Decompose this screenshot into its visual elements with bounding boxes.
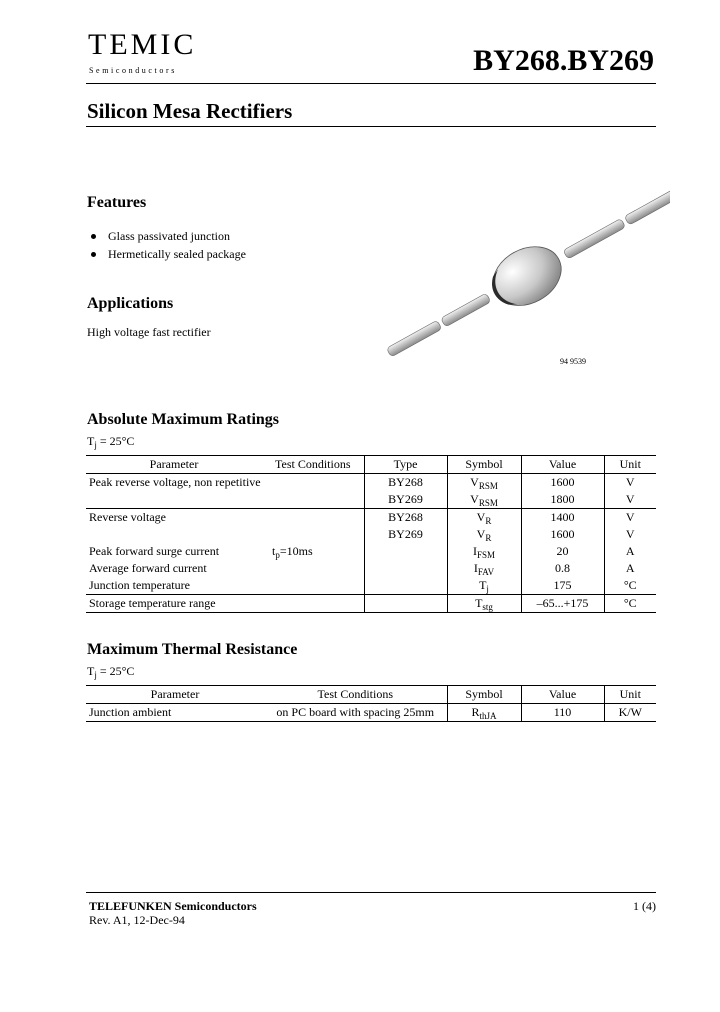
type-cell (364, 577, 447, 595)
feature-item: Glass passivated junction (108, 229, 230, 243)
table-row (86, 526, 656, 543)
column-header: Parameter (86, 686, 264, 704)
table-header-row (86, 456, 656, 474)
column-header: Symbol (447, 686, 521, 704)
bullet-icon (91, 234, 96, 239)
abs-max-condition: $T_j = 25^\circ C$ (87, 434, 135, 450)
table-row (86, 577, 656, 595)
thermal-table (86, 685, 656, 722)
test-cell (262, 474, 364, 492)
symbol-cell: $T_{stg}$ (447, 595, 521, 613)
applications-heading: Applications (87, 295, 174, 312)
value-cell: –65...+175 (521, 595, 604, 613)
symbol-cell: $T_j$ (447, 577, 521, 595)
type-cell: BY269 (364, 491, 447, 509)
lead-segment (386, 320, 442, 357)
symbol-cell: $V_{RSM}$ (447, 491, 521, 509)
column-header: Type (364, 456, 447, 474)
table-row (86, 704, 656, 722)
table-row (86, 474, 656, 492)
column-header: Value (521, 686, 604, 704)
column-header: Test Conditions (262, 456, 364, 474)
footer-rule (86, 892, 656, 893)
brand-logo: TEMIC (88, 28, 197, 61)
value-cell: 1400 (521, 509, 604, 527)
abs-max-table (86, 455, 656, 613)
column-header: Unit (604, 686, 656, 704)
brand-subtitle: Semiconductors (89, 66, 177, 75)
unit-cell: V (604, 526, 656, 543)
title-rule (86, 126, 656, 127)
symbol-cell: $V_R$ (447, 509, 521, 527)
part-number: BY268.BY269 (473, 44, 654, 77)
parameter-cell (86, 526, 262, 543)
symbol-cell: $R_{thJA}$ (447, 704, 521, 722)
column-header: Unit (604, 456, 656, 474)
type-cell: BY268 (364, 509, 447, 527)
lead-segment (563, 218, 626, 259)
feature-item: Hermetically sealed package (108, 247, 246, 261)
unit-cell: K/W (604, 704, 656, 722)
diode-package-image (380, 190, 670, 370)
symbol-cell: $I_{FSM}$ (447, 543, 521, 560)
table-header-row (86, 686, 656, 704)
lead-segment (624, 190, 670, 225)
table-row (86, 509, 656, 527)
parameter-cell: Storage temperature range (86, 595, 262, 613)
symbol-cell: $I_{FAV}$ (447, 560, 521, 577)
abs-max-heading: Absolute Maximum Ratings (87, 411, 280, 428)
test-cell (262, 509, 364, 527)
parameter-cell: Junction ambient (86, 704, 264, 722)
test-cell: on PC board with spacing 25mm (264, 704, 447, 722)
type-cell: BY268 (364, 474, 447, 492)
header-rule (86, 83, 656, 84)
table-row (86, 595, 656, 613)
page-number: 1 (4) (633, 899, 656, 913)
footer-revision: Rev. A1, 12-Dec-94 (89, 913, 185, 927)
unit-cell: A (604, 560, 656, 577)
applications-text: High voltage fast rectifier (87, 325, 211, 339)
parameter-cell: Reverse voltage (89, 510, 166, 524)
unit-cell: V (604, 509, 656, 527)
test-cell (262, 526, 364, 543)
value-cell: 1600 (521, 474, 604, 492)
value-cell: 175 (521, 577, 604, 595)
value-cell: 1600 (521, 526, 604, 543)
unit-cell: °C (604, 595, 656, 613)
unit-cell: A (604, 543, 656, 560)
value-cell: 1800 (521, 491, 604, 509)
parameter-cell: Junction temperature (86, 577, 262, 595)
figure-caption: 94 9539 (560, 357, 586, 366)
unit-cell: V (604, 474, 656, 492)
test-cell: $t_p=10ms$ (272, 544, 313, 560)
diode-body (482, 235, 571, 317)
thermal-condition: $T_j = 25^\circ C$ (87, 664, 135, 680)
column-header: Parameter (86, 456, 262, 474)
type-cell (364, 595, 447, 613)
value-cell: 20 (521, 543, 604, 560)
thermal-heading: Maximum Thermal Resistance (87, 641, 298, 658)
parameter-cell: Peak forward surge current (89, 544, 220, 558)
table-row (86, 491, 656, 509)
table-row (86, 560, 656, 577)
parameter-cell: Peak reverse voltage, non repetitive (89, 475, 261, 489)
symbol-cell: $V_R$ (447, 526, 521, 543)
test-cell (262, 560, 364, 577)
page-title: Silicon Mesa Rectifiers (87, 99, 293, 123)
test-cell (262, 491, 364, 509)
table-row (86, 543, 656, 560)
type-cell (364, 560, 447, 577)
test-cell (262, 595, 364, 613)
footer-company: TELEFUNKEN Semiconductors (89, 899, 257, 913)
test-cell (262, 577, 364, 595)
value-cell: 110 (521, 704, 604, 722)
lead-segment (441, 293, 491, 327)
type-cell: BY269 (364, 526, 447, 543)
bullet-icon (91, 252, 96, 257)
column-header: Value (521, 456, 604, 474)
unit-cell: V (604, 491, 656, 509)
features-heading: Features (87, 194, 147, 211)
parameter-cell: Average forward current (89, 561, 207, 575)
parameter-cell (86, 491, 262, 509)
column-header: Test Conditions (264, 686, 447, 704)
column-header: Symbol (447, 456, 521, 474)
type-cell (364, 543, 447, 560)
unit-cell: °C (604, 577, 656, 595)
symbol-cell: $V_{RSM}$ (447, 474, 521, 492)
value-cell: 0.8 (521, 560, 604, 577)
